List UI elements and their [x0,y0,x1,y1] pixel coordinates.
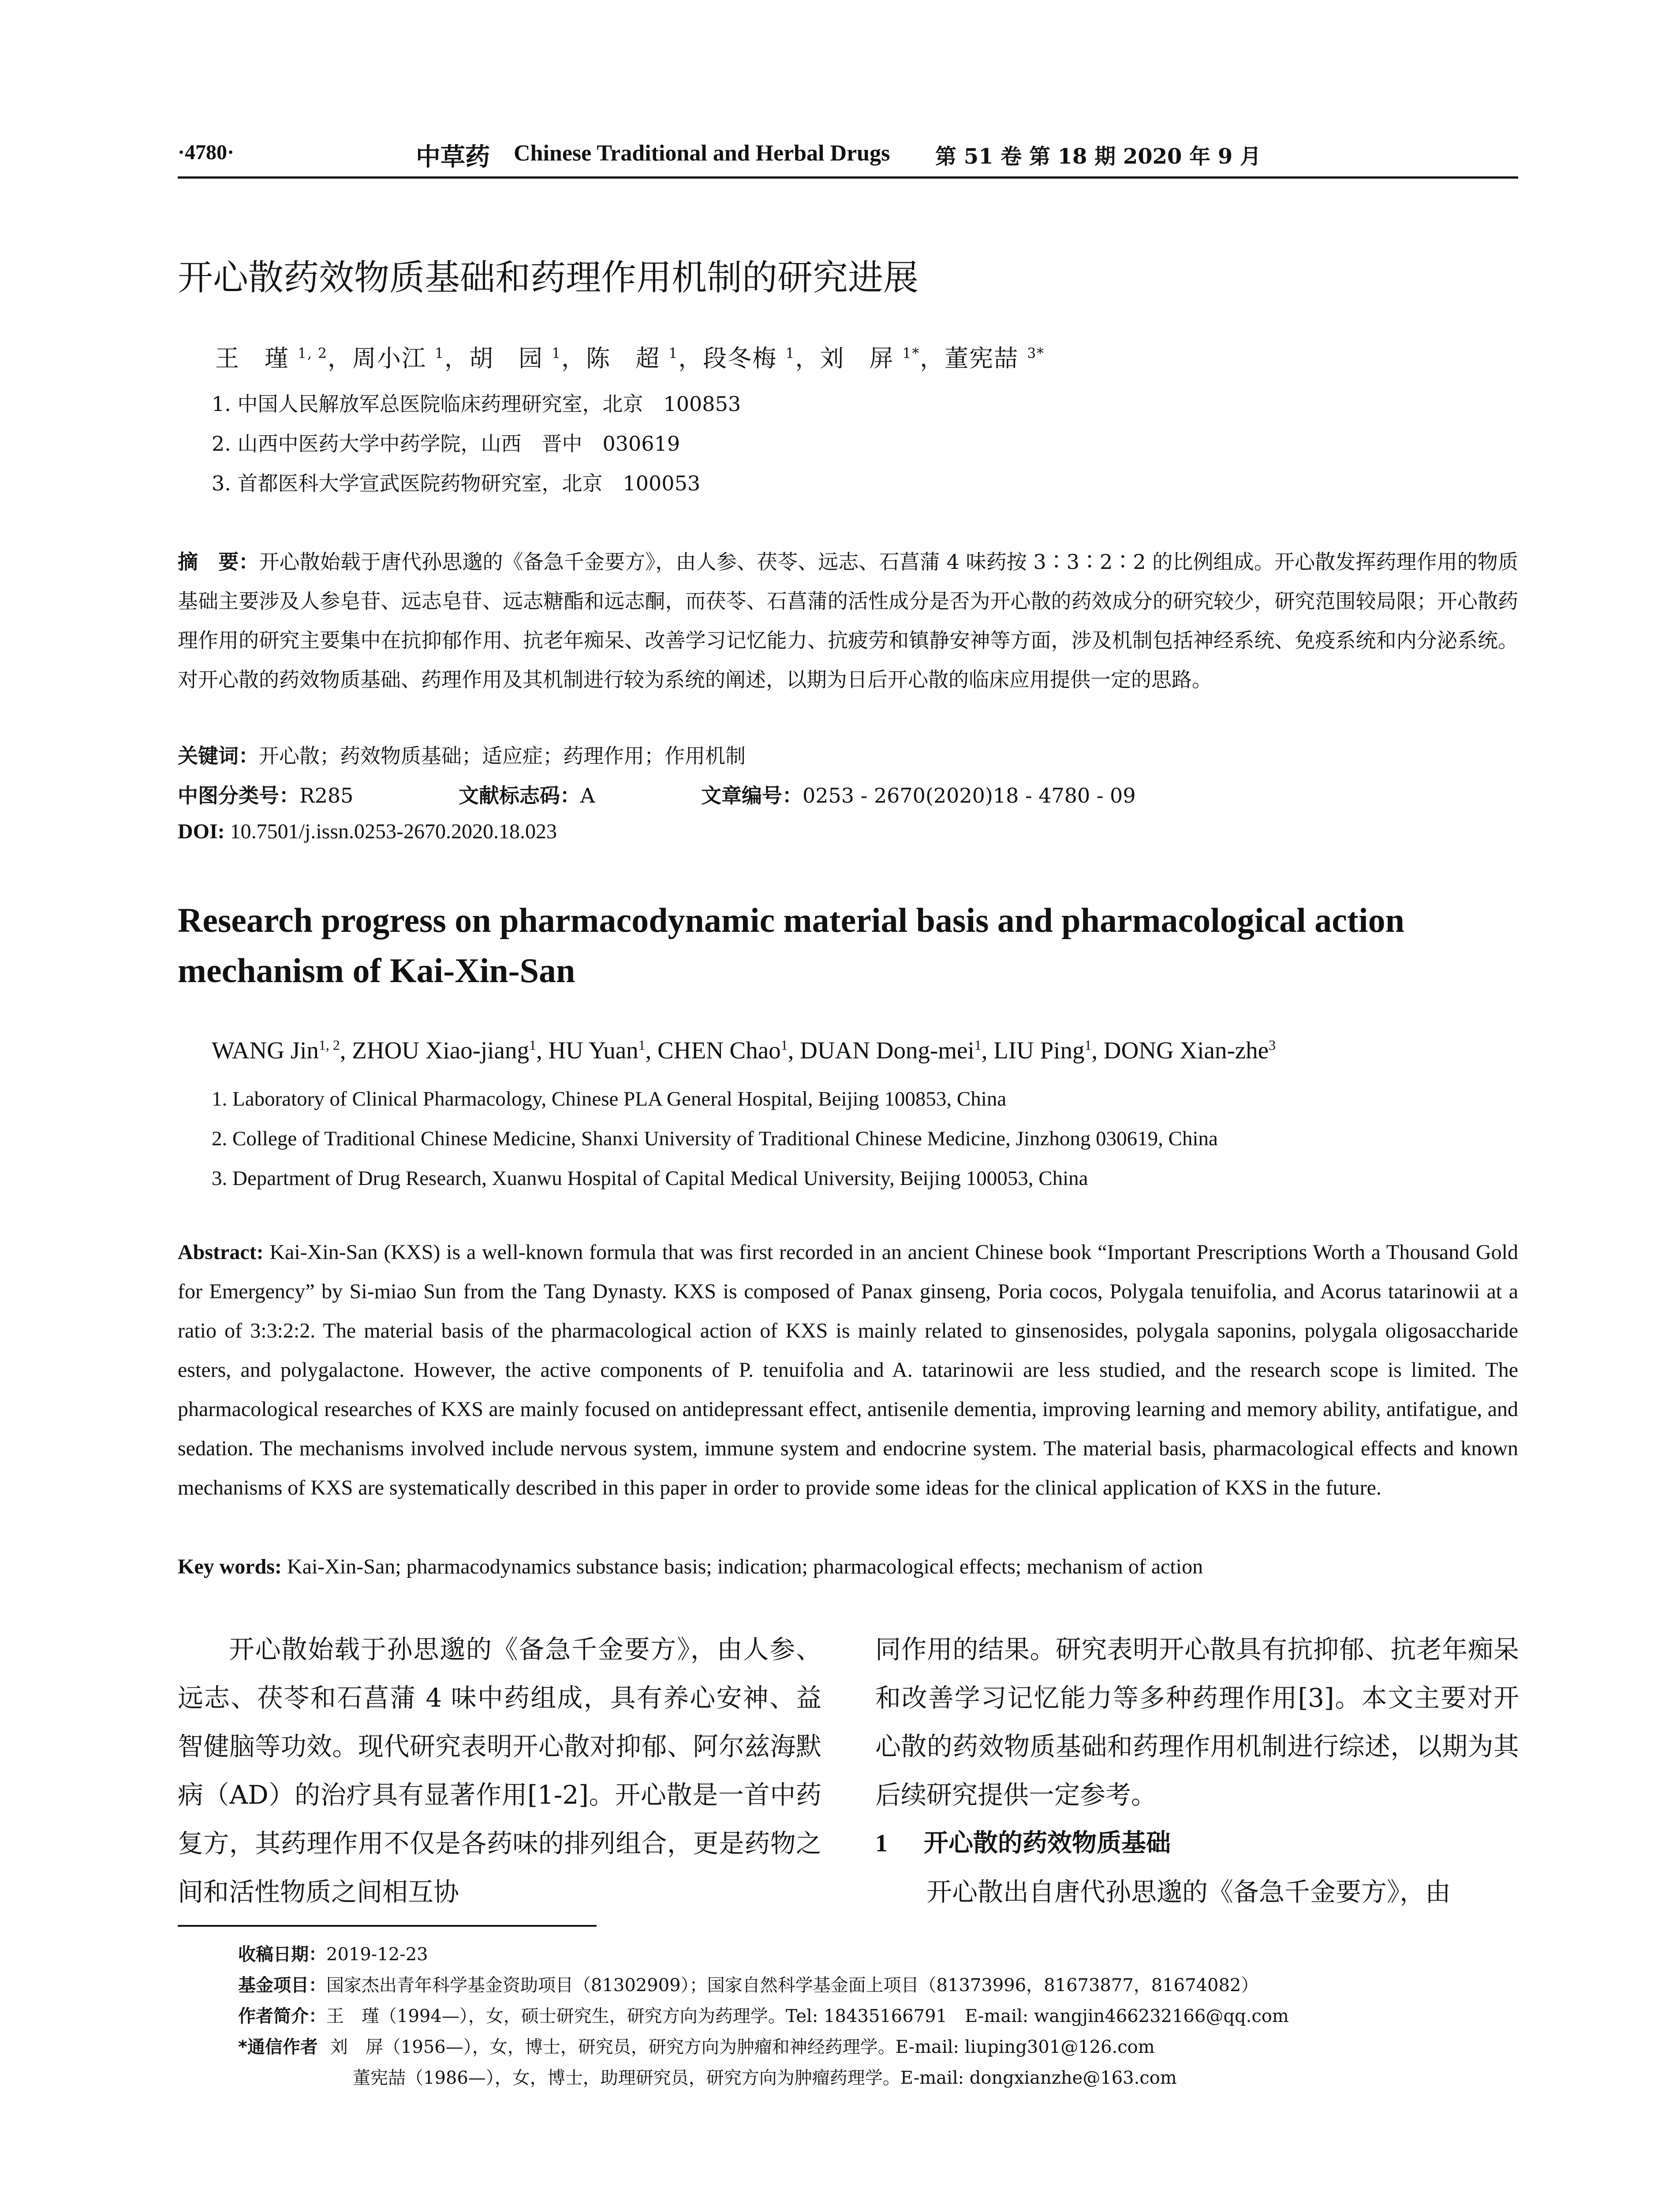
article-number [701,780,1136,809]
footnote-corresponding-2: 董宪喆（1986—），女，博士，助理研究员，研究方向为肿瘤药理学。E-mail: dongxianzhe@163.com [353,2068,1177,2088]
section-title: 开心散的药效物质基础 [924,1829,1171,1857]
keywords-cn [178,740,746,769]
bio-label: 作者简介： [238,2006,326,2026]
affiliation-en-1: 1. Laboratory of Clinical Pharmacology, Chinese PLA General Hospital, Beijing 100853, China [212,1088,1007,1110]
title-en: Research progress on pharmacodynamic material basis and pharmacological action mechanism of Kai-Xin-San [178,901,1404,990]
affiliation-cn-3: 3. 首都医科大学宣武医院药物研究室，北京 100053 [212,471,701,495]
doi-value[interactable]: 10.7501/j.issn.0253-2670.2020.18.023 [230,820,557,843]
bio-value: 王 瑾（1994—），女，硕士研究生，研究方向为药理学。Tel: 18435166791 E-mail: wangjin466232166@qq.com [326,2006,1289,2026]
footnote-corresponding [238,2033,1155,2058]
doc-code-label: 文献标志码： [459,784,580,807]
affiliation-en-2: 2. College of Traditional Chinese Medicine, Shanxi University of Traditional Chinese Medicine, Jinzhong 030619, China [212,1127,1218,1150]
keywords-en-text: Kai-Xin-San; pharmacodynamics substance basis; indication; pharmacological effects; mechanism of action [287,1555,1203,1578]
abstract-en-label: Abstract: [178,1241,264,1264]
section-heading [875,1819,1519,1868]
footnote-received [238,1940,428,1966]
body-column-right [875,1625,1519,1916]
keywords-en-label: Key words: [178,1555,282,1578]
abstract-cn-text: 开心散始载于唐代孙思邈的《备急千金要方》，由人参、茯苓、远志、石菖蒲 4 味药按 3∶3∶2∶2 的比例组成。开心散发挥药理作用的物质基础主要涉及人参皂苷、远志皂苷、远志糖酯和远志酮，而茯苓、石菖蒲的活性成分是否为开心散的药效成分的研究较少，研究范围较局限；开心散药理作用的研究主要集中在抗抑郁作用、抗老年痴呆、改善学习记忆能力、抗疲劳和镇静安神等方面，涉及机制包括神经系统、免疫系统和内分泌系统。对开心散的药效物质基础、药理作用及其机制进行较为系统的阐述，以期为日后开心散的临床应用提供一定的思路。 [178,550,1519,691]
clc-value: R285 [299,784,354,807]
footnote-author-bio [238,2002,1289,2027]
keywords-en [178,1555,1203,1579]
abstract-en [178,1233,1518,1507]
corr-value-1: 刘 屏（1956—），女，博士，研究员，研究方向为肿瘤和神经药理学。E-mail: liuping301@126.com [330,2037,1155,2057]
keywords-cn-label: 关键词： [178,744,259,768]
received-value: 2019-12-23 [326,1944,428,1965]
body-column-left [178,1625,821,1916]
affiliation-en-3: 3. Department of Drug Research, Xuanwu Hospital of Capital Medical University, Beijing 100053, China [212,1167,1088,1190]
journal-name-en: Chinese Traditional and Herbal Drugs [514,141,890,166]
journal-name-cn: 中草药 [416,142,490,172]
section-number: 1 [875,1830,888,1857]
keywords-cn-text: 开心散；药效物质基础；适应症；药理作用；作用机制 [259,744,746,768]
affiliation-cn-2: 2. 山西中医药大学中药学院，山西 晋中 030619 [212,432,680,456]
received-label: 收稿日期： [238,1944,326,1965]
abstract-en-text: Kai-Xin-San (KXS) is a well-known formula that was first recorded in an ancient Chinese book “Important Prescriptions Worth a Thousand Gold for Emergency” by Si-miao Sun from the Tang Dynasty. KXS is composed of Panax ginseng, Poria cocos, Polygala tenuifolia, and Acorus tatarinowii at a ratio of 3:3:2:2. The material basis of the pharmacological action of KXS is mainly related to ginsenosides, polygala saponins, polygala oligosaccharide esters, and polygalactone. However, the active components of P. tenuifolia and A. tatarinowii are less studied, and the research scope is limited. The pharmacological researches of KXS are mainly focused on antidepressant effect, antisenile dementia, improving learning and memory ability, antifatigue, and sedation. The mechanisms involved include nervous system, immune system and endocrine system. The material basis, pharmacological effects and known mechanisms of KXS are systematically described in this paper in order to provide some ideas for the clinical application of KXS in the future. [178,1241,1518,1499]
footnote-rule [178,1925,597,1927]
body-paragraph-intro: 开心散始载于孙思邈的《备急千金要方》，由人参、远志、茯苓和石菖蒲 4 味中药组成，具有养心安神、益智健脑等功效。现代研究表明开心散对抑郁、阿尔兹海默病（AD）的治疗具有显著作用[1-2]。开心散是一首中药复方，其药理作用不仅是各药味的排列组合，更是药物之间和活性物质之间相互协 [178,1634,821,1907]
title-cn: 开心散药效物质基础和药理作用机制的研究进展 [178,257,918,298]
doi-line [178,819,557,844]
doi-label: DOI: [178,820,225,843]
issue-info: 第 51 卷 第 18 期 2020 年 9 月 [935,144,1261,169]
clc-label: 中图分类号： [178,784,299,807]
authors-en: WANG Jin$^{1, 2}$, ZHOU Xiao-jiang$^1$, HU Yuan$^1$, CHEN Chao$^1$, DUAN Dong-mei$^1$, LIU Ping$^1$, DONG Xian-zhe$^3$ [212,1037,1276,1064]
article-no-label: 文章编号： [701,784,803,807]
body-paragraph-section: 开心散出自唐代孙思邈的《备急千金要方》，由 [926,1877,1451,1907]
fund-value: 国家杰出青年科学基金资助项目（81302909）；国家自然科学基金面上项目（81373996，81673877，81674082） [326,1975,1259,1996]
document-code [459,780,595,809]
authors-cn: 王 瑾 $^{1, 2}$，周小江 $^1$，胡 园 $^1$，陈 超 $^1$，段冬梅 $^1$，刘 屏 $^{1*}$，董宪喆 $^{3*}$ [215,344,1045,372]
running-header [178,140,1518,176]
corr-label: *通信作者 [238,2037,318,2057]
abstract-cn-label: 摘 要： [178,550,259,574]
doc-code-value: A [580,784,595,807]
body-paragraph-continued: 同作用的结果。研究表明开心散具有抗抑郁、抗老年痴呆和改善学习记忆能力等多种药理作用[3]。本文主要对开心散的药效物质基础和药理作用机制进行综述，以期为其后续研究提供一定参考。 [875,1634,1519,1810]
fund-label: 基金项目： [238,1975,326,1996]
footnote-fund [238,1971,1258,1996]
classification-line [178,780,353,809]
affiliation-cn-1: 1. 中国人民解放军总医院临床药理研究室，北京 100853 [212,392,741,416]
header-rule [178,176,1518,179]
abstract-cn [178,542,1518,699]
article-no-value: 0253 - 2670(2020)18 - 4780 - 09 [803,784,1136,807]
page-number: ·4780· [178,141,235,164]
